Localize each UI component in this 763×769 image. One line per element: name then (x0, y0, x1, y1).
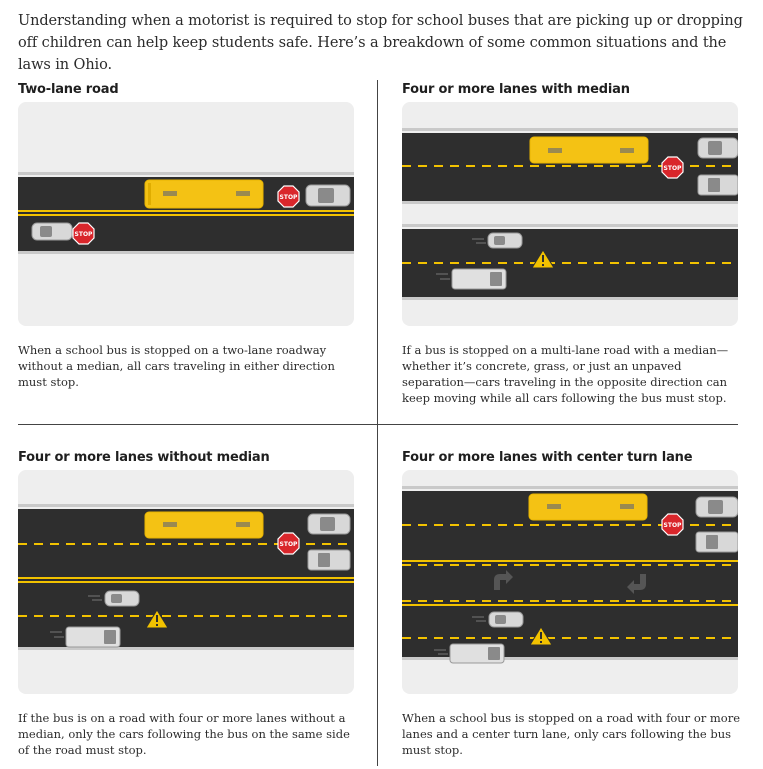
car-icon (698, 138, 738, 158)
vertical-divider (377, 80, 378, 766)
illustration-two-lane (18, 102, 354, 326)
stop-sign-icon (662, 157, 683, 178)
horizontal-divider (18, 424, 738, 425)
van-icon (308, 550, 350, 570)
car-icon (696, 497, 738, 517)
svg-text:STOP: STOP (279, 541, 298, 548)
caption-center-turn-lane: When a school bus is stopped on a road with four or more lanes and a center turn lane, only cars following the bus must stop. (402, 711, 741, 757)
van-icon (698, 175, 738, 195)
svg-text:STOP: STOP (663, 165, 682, 172)
intro-text: Understanding when a motorist is required to stop for school buses that are picking up or dropping off children can help keep students safe. Here’s a breakdown of some common situations and the laws in Ohio. (18, 13, 743, 73)
stop-sign-icon (278, 533, 299, 554)
panel-title-center-turn-lane: Four or more lanes with center turn lane (402, 450, 693, 465)
panel-title-two-lane: Two-lane road (18, 82, 119, 97)
car-icon (308, 514, 350, 534)
car-icon (306, 185, 350, 206)
van-icon (696, 532, 738, 552)
illustration-center-turn-lane (402, 470, 738, 694)
school-bus-icon (529, 494, 647, 520)
svg-text:STOP: STOP (663, 522, 682, 529)
stop-sign-icon (73, 223, 94, 244)
caption-two-lane: When a school bus is stopped on a two-lane roadway without a median, all cars traveling in either direction must stop. (18, 343, 335, 389)
school-bus-icon (530, 137, 648, 163)
school-bus-icon (145, 512, 263, 538)
panel-title-without-median: Four or more lanes without median (18, 450, 270, 465)
stop-sign-icon (278, 186, 299, 207)
svg-text:STOP: STOP (279, 194, 298, 201)
school-bus-icon (145, 180, 263, 208)
caption-median: If a bus is stopped on a multi-lane road with a median—whether it’s concrete, grass, or just an unpaved separation—cars traveling in the opposite direction can keep moving while all cars following the bus must stop. (402, 343, 729, 405)
panel-title-median: Four or more lanes with median (402, 82, 630, 97)
illustration-without-median (18, 470, 354, 694)
stop-sign-icon (662, 514, 683, 535)
svg-text:STOP: STOP (74, 231, 93, 238)
caption-without-median: If the bus is on a road with four or more lanes without a median, only the cars following the bus on the same side of the road must stop. (18, 711, 350, 757)
car-icon (32, 223, 72, 240)
illustration-median (402, 102, 738, 326)
